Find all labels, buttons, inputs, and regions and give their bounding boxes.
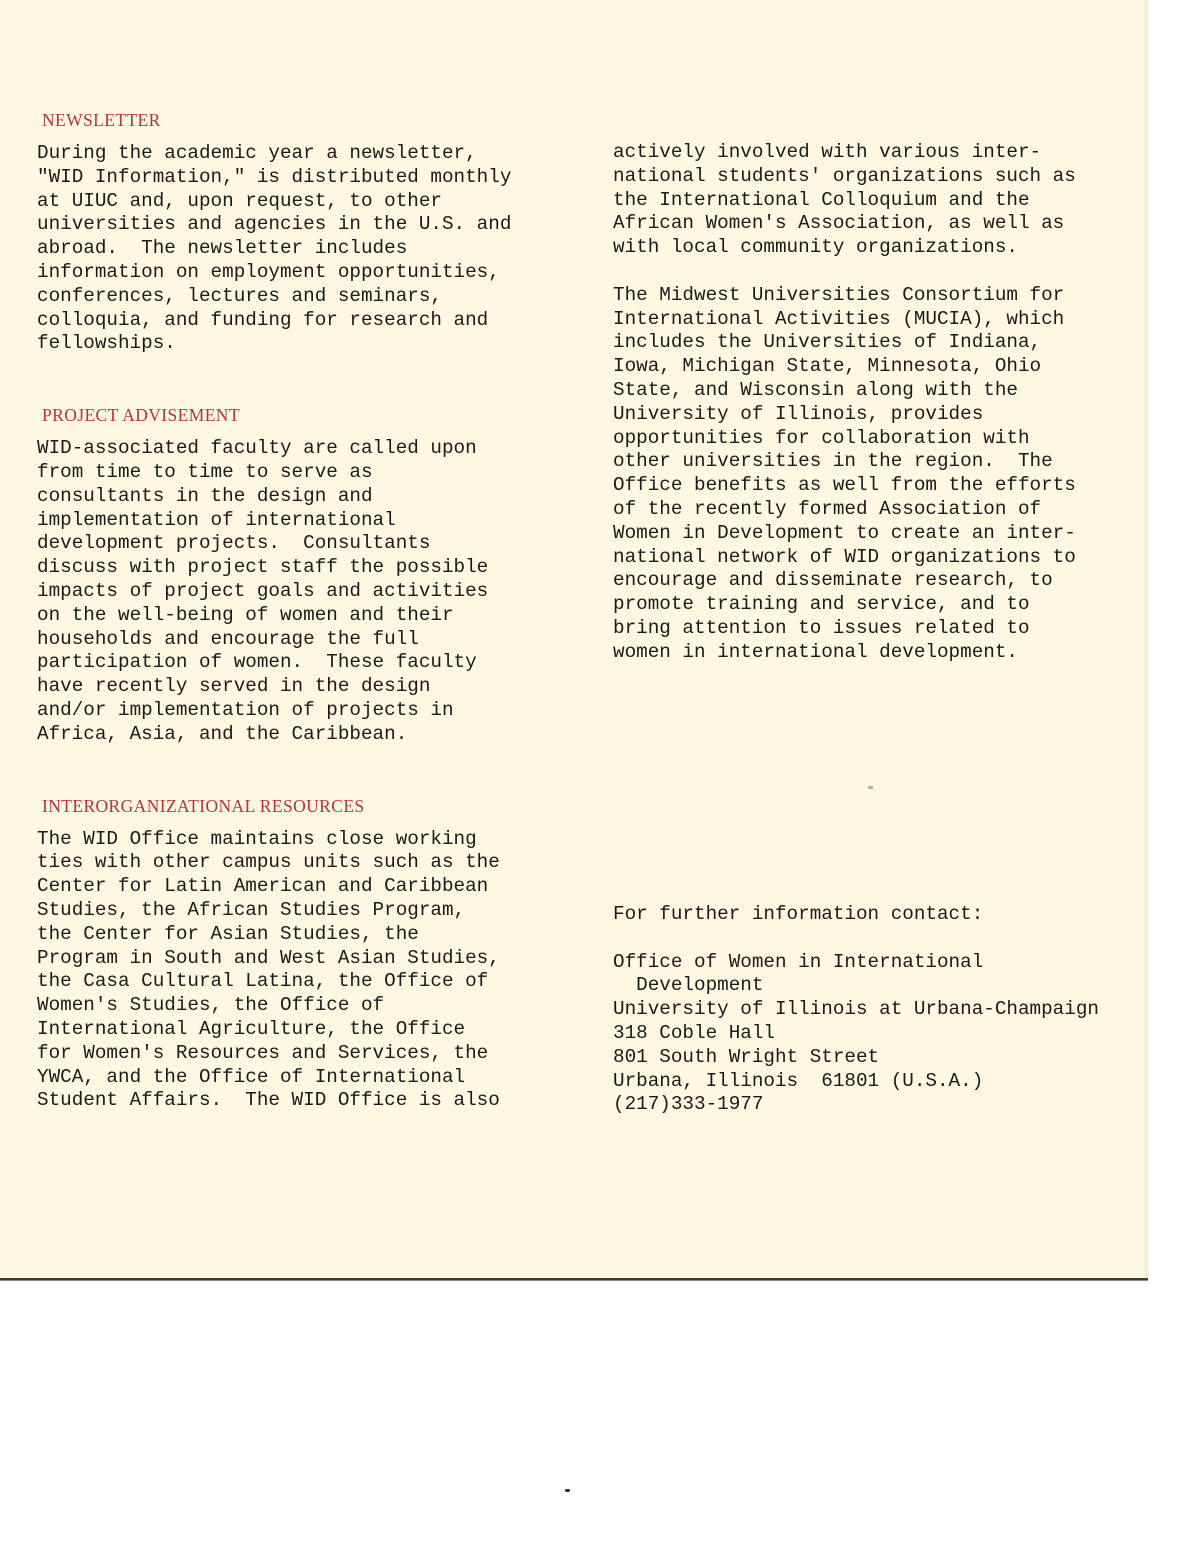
section-body: During the academic year a newsletter, "WID Information," is distributed monthly at UIUC and, upon request, to other universities and agencies in the U.S. and abroad. The newsletter includes information on employment opportunities, conferences, lectures and seminars, colloquia, and funding for research and fellowships. — [37, 142, 512, 355]
section-project-advisement — [37, 403, 557, 746]
contact-block — [613, 903, 1099, 1117]
section-heading: NEWSLETTER — [42, 110, 161, 130]
left-column — [37, 108, 557, 1113]
section-heading: INTERORGANIZATIONAL RESOURCES — [42, 795, 365, 816]
section-body: The WID Office maintains close working ties with other campus units such as the Center for Latin American and Caribbean Studies, the African Studies Program, the Center for Asian Studies, the Program in South and West Asian Studies, the Casa Cultural Latina, the Office of Women's Studies, the Office of International Agriculture, the Office for Women's Resources and Services, the YWCA, and the Office of International Student Affairs. The WID Office is also — [37, 827, 500, 1112]
contact-phone: (217)333-1977 — [613, 1093, 764, 1116]
contact-city: Urbana, Illinois 61801 (U.S.A.) — [613, 1069, 984, 1092]
contact-office-line1: Office of Women in International — [613, 950, 984, 973]
section-newsletter — [37, 108, 557, 356]
section-interorganizational-resources — [37, 794, 557, 1114]
section-heading: PROJECT ADVISEMENT — [42, 405, 240, 426]
contact-intro: For further information contact: — [613, 903, 984, 925]
spacer — [613, 927, 1099, 951]
right-column — [613, 141, 1133, 665]
paragraph-mucia: The Midwest Universities Consortium for International Activities (MUCIA), which includes the Universities of Indiana, Iowa, Michigan State, Minnesota, Ohio State, and Wisconsin along with the University of Illinois, provides opportunities for collaboration with other universities in the region. The Office benefits as well from the efforts of the recently formed Association of Women in Development to create an inter- national network of WID organizations to encourage and disseminate research, to promote training and service, and to bring attention to issues related to women in international development. — [613, 283, 1076, 663]
contact-street: 801 South Wright Street — [613, 1045, 880, 1068]
section-body: WID-associated faculty are called upon from time to time to serve as consultants in the design and implementation of international development projects. Consultants discuss with project staff the possible impacts of project goals and activities on the well-being of women and their households and encourage the full participation of women. These faculty have recently served in the design and/or implementation of projects in Africa, Asia, and the Caribbean. — [37, 437, 489, 745]
contact-university: University of Illinois at Urbana-Champaign — [613, 998, 1099, 1021]
contact-room: 318 Coble Hall — [613, 1021, 775, 1044]
spacer — [37, 747, 557, 794]
scan-speck — [565, 1489, 570, 1492]
paragraph-continuation: actively involved with various inter- national students' organizations such as the International Colloquium and the African Women's Association, as well as with local community organizations. — [613, 141, 1076, 259]
page-edge — [1144, 0, 1148, 1278]
spacer — [37, 356, 557, 403]
paper-speck — [868, 786, 873, 789]
contact-office-line2: Development — [613, 974, 764, 997]
spacer — [613, 260, 1133, 284]
